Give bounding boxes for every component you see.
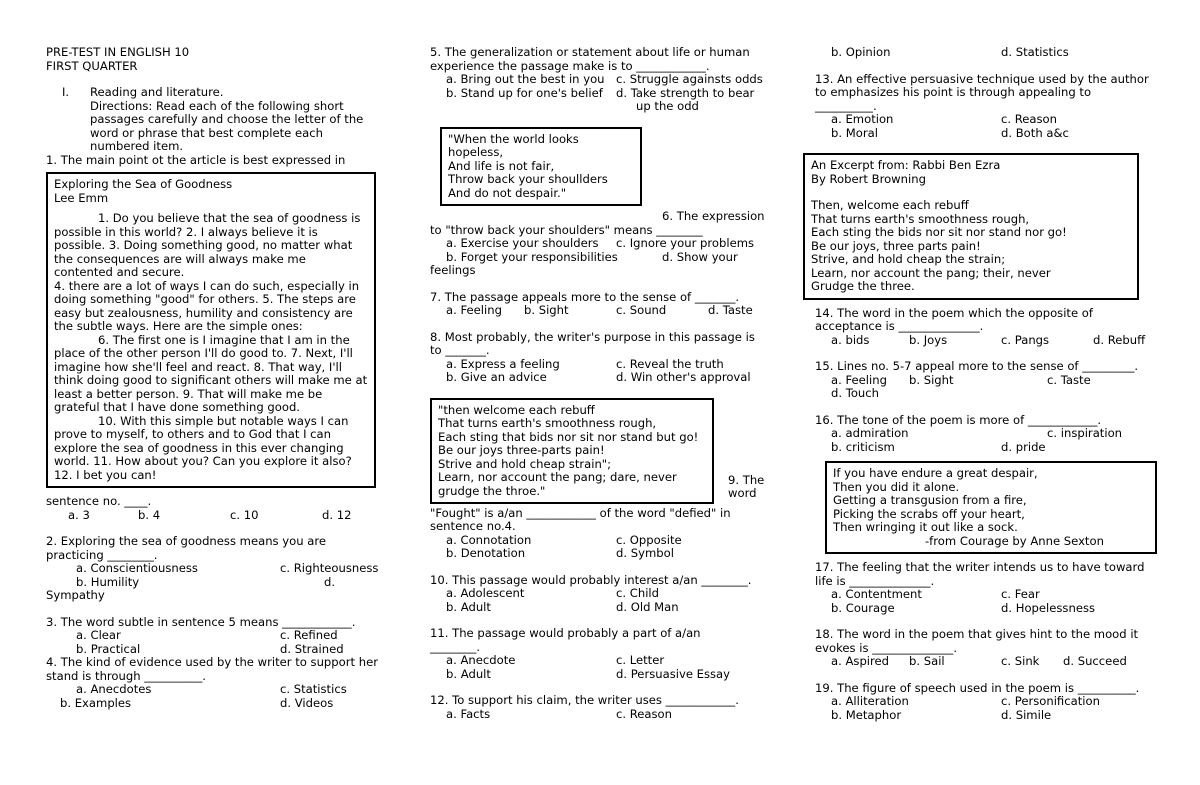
option: c. Sound [616,303,667,317]
option: b. Sail [909,654,945,668]
option: b. Joys [909,332,948,347]
question-11: 11. The passage would probably a part of a/an ________. [430,626,701,654]
option: a. bids [831,332,870,347]
option: c. Righteousness [280,561,379,575]
poem-box-sexton [825,461,1157,554]
option: c. Sink [1001,654,1040,668]
question-8: 8. Most probably, the writer's purpose in this passage is to _______. [430,329,755,357]
quote-line: Throw back your shoullders [448,172,608,186]
option: d. Simile [1001,707,1052,722]
option: d. Touch [831,386,880,400]
section-number: I. [62,85,70,99]
quote-box-1 [440,127,642,207]
poem-line: Be our joys, three parts pain! [811,238,981,253]
option: c. Taste [1047,372,1091,387]
option: a. Conscientiousness [76,561,198,575]
option: a. Connotation [446,532,532,547]
question-12-options [430,708,770,722]
question-5-options [430,73,770,87]
passage-title: Exploring the Sea of Goodness [54,177,233,191]
option: c. Reason [616,706,672,721]
question-1-continued: sentence no. ____. [46,494,152,508]
option: c. Pangs [1001,332,1050,347]
column-1 [46,46,378,710]
option: a. Facts [446,706,491,721]
question-9-start: 9. The [728,472,765,487]
question-6-options [430,237,770,251]
question-1: 1. The main point ot the article is best expressed in [46,152,346,167]
question-19-options-row-2 [815,709,1155,723]
question-16: 16. The tone of the poem is more of ____________. [815,412,1102,427]
quote-line: Strive and hold cheap strain"; [438,456,612,471]
option: a. Contentment [831,587,922,601]
poem-line: Learn, nor account the pang; their, never [811,265,1051,280]
poem-line: That turns earth's smoothness rough, [811,211,1030,226]
question-15: 15. Lines no. 5-7 appeal more to the sense of _________. [815,359,1139,373]
quote-line: grudge the throe." [438,483,546,498]
test-title: PRE-TEST IN ENGLISH 10 [46,45,190,59]
question-9: "Fought" is a/an ____________ of the word "defied" in sentence no.4. [430,505,731,533]
quote-line: hopeless, [448,145,504,159]
option-continued: up the odd [636,99,699,113]
option: a. 3 [68,507,90,522]
question-19: 19. The figure of speech used in the poem is __________. [815,680,1140,695]
passage-paragraph-3: 6. The first one is I imagine that I am in the place of the other person I'll do good to. 7. Next, I'll imagine how she'll feel and react. 8. That way, I'll think doing good to significant others will make me at least a better person. 9. That will make me be grateful that I have done something good. [54,332,368,414]
option: b. Metaphor [831,707,902,722]
option: b. Stand up for one's belief [446,85,603,100]
question-13-options [815,113,1155,127]
option: d. Symbol [616,546,674,560]
section-title: Reading and literature. [90,85,224,99]
question-5: 5. The generalization or statement about life or human experience the passage make is to ____________. [430,45,750,73]
option: d. [324,574,336,589]
option: c. Reveal the truth [616,356,724,371]
question-5-options-row-3 [430,100,770,114]
quote-area-2 [430,398,770,499]
quarter-label: FIRST QUARTER [46,58,138,73]
question-10-options-row-2 [430,601,770,615]
option: c. Reason [1001,112,1057,126]
option: d. 12 [322,507,352,522]
option: d. Strained [280,641,344,656]
question-19-options [815,695,1155,709]
section-heading [46,86,378,100]
question-1-options [46,509,378,523]
option: c. inspiration [1047,426,1123,440]
option-continued: Sympathy [46,588,105,602]
passage-paragraph-2: 4. there are a lot of ways I can do such, especially in doing something "good" for others. 5. The steps are easy but zealousness, humility and consistency are the subtle ways. Here are the simple ones: [54,278,360,333]
question-9-options-row-2 [430,547,770,561]
option: b. 4 [138,507,161,522]
question-9-options [430,534,770,548]
poem-line: Picking the scrabs off your heart, [833,506,1025,521]
option: b. Adult [446,666,491,681]
question-16-options-row-2 [815,441,1155,455]
question-8-options-row-2 [430,371,770,385]
question-9-word: word [728,485,757,500]
quote-line: And do not despair." [448,185,567,200]
option: d. Both a&c [1001,125,1069,140]
option: c. Personification [1001,694,1100,708]
option: d. Statistics [1001,45,1069,59]
option: b. Moral [831,125,878,140]
poem-line: Getting a transgusion from a fire, [833,493,1027,507]
option: a. Anecdotes [76,682,152,696]
question-10-options [430,587,770,601]
poem-line: Then, welcome each rebuff [811,198,969,212]
option: d. Show your [662,249,738,264]
option: b. Humility [76,574,140,589]
question-13: 13. An effective persuasive technique used by the author to emphasizes his point is through appealing to __________. [815,71,1149,113]
question-3: 3. The word subtle in sentence 5 means ____________. [46,614,356,629]
option: a. Feeling [446,303,502,317]
question-6-text: to "throw back your shoulders" means ________ [430,222,703,237]
question-8-options [430,358,770,372]
option: a. Alliteration [831,694,909,708]
option: d. Take strength to bear [616,85,755,100]
question-3-options [46,629,378,643]
question-18: 18. The word in the poem that gives hint to the mood it evokes is ______________. [815,627,1139,655]
question-15-options [815,374,1155,388]
column-3 [811,45,1155,722]
quote-line: Each sting that bids nor sit nor stand but go! [438,429,699,444]
question-6-options-row-2 [430,251,770,265]
option: b. Examples [60,695,132,710]
question-17-options-row-2 [815,602,1155,616]
question-6: 6. The expression [662,209,765,223]
option-continued: feelings [430,263,476,277]
option: c. Letter [616,653,665,667]
question-7: 7. The passage appeals more to the sense of _______. [430,289,740,304]
option: b. Opinion [831,45,891,59]
question-17-options [815,588,1155,602]
option: a. Anecdote [446,653,516,667]
option: a. Clear [76,628,121,642]
option: d. Old Man [616,599,679,614]
option: c. Statistics [280,682,347,696]
question-4: 4. The kind of evidence used by the writer to support her stand is through __________. [46,655,378,683]
option: a. Aspired [831,654,890,668]
question-12: 12. To support his claim, the writer uses ____________. [430,693,739,707]
option: b. Sight [909,372,954,387]
option: a. Bring out the best in you [446,72,605,86]
poem-line: Then wringing it out like a sock. [833,520,1018,534]
poem-line: Then you did it alone. [833,479,960,494]
quote-line: "When the world looks [448,131,579,146]
option: c. Struggle againsts odds [616,72,763,86]
option: b. Give an advice [446,370,547,384]
question-14-options [815,334,1155,348]
option: d. Videos [280,695,334,710]
poem-line: Each sting the bids nor sit nor stand nor go! [811,225,1067,239]
quote-line: "then welcome each rebuff [438,402,595,417]
option: c. 10 [230,507,259,522]
option: c. Refined [280,628,338,642]
option: a. Emotion [831,112,894,126]
option: c. Opposite [616,532,682,547]
quote-line: Be our joys three-parts pain! [438,443,605,457]
option: d. pride [1001,439,1046,454]
option: a. Express a feeling [446,356,560,371]
question-4-options-row-2 [46,697,378,711]
quote-box-2 [430,398,714,505]
option: b. Courage [831,600,895,615]
question-3-options-row-2 [46,643,378,657]
passage-paragraph-1: 1. Do you believe that the sea of goodness is possible in this world? 2. I always believe it is possible. 3. Doing something good, no matter what the consequences are will always make me contented and secure. [54,211,361,279]
question-16-options [815,427,1155,441]
question-5-options-row-2 [430,87,770,101]
option: c. Ignore your problems [616,236,755,250]
quote-line: And life is not fair, [448,158,555,173]
poem-box-browning [803,153,1139,300]
option: b. criticism [831,439,895,454]
question-10: 10. This passage would probably interest a/an ________. [430,572,752,587]
option: a. Adolescent [446,586,525,600]
option: a. Exercise your shoulders [446,236,599,250]
question-2-options-row-2 [46,576,378,590]
quote-line: That turns earth's smoothness rough, [438,416,657,430]
column-2 [430,46,770,721]
question-18-options [815,655,1155,669]
directions: Directions: Read each of the following short passages carefully and choose the letter of the word or phrase that best complete each numbered item. [90,98,364,153]
poem-line: If you have endure a great despair, [833,466,1038,480]
question-15-options-row-2 [815,387,1155,401]
option: d. Persuasive Essay [616,666,731,681]
poem-line: Strive, and hold cheap the strain; [811,252,1006,266]
option: d. Rebuff [1093,332,1146,347]
poem-title: An Excerpt from: Rabbi Ben Ezra [811,158,1001,172]
question-2-options [46,562,378,576]
question-14: 14. The word in the poem which the opposite of acceptance is ______________. [815,305,1093,333]
option: d. Hopelessness [1001,600,1096,615]
option: d. Taste [708,303,753,317]
question-12-options-row-2 [815,46,1155,60]
question-6-start [430,210,770,224]
question-11-options [430,654,770,668]
option: c. Child [616,586,659,600]
passage-box [46,172,376,488]
question-17: 17. The feeling that the writer intends us to have toward life is ______________. [815,560,1145,588]
poem-credit: -from Courage by Anne Sexton [925,533,1104,548]
option: d. Succeed [1063,654,1127,668]
question-11-options-row-2 [430,668,770,682]
option: b. Forget your responsibilities [446,249,618,264]
poem-author: By Robert Browning [811,171,926,186]
option: d. Win other's approval [616,370,751,384]
option: c. Fear [1001,587,1040,601]
quote-line: Learn, nor account the pang; dare, never [438,470,677,484]
option: b. Adult [446,599,491,614]
question-7-options [430,304,770,318]
question-4-options [46,683,378,697]
question-2: 2. Exploring the sea of goodness means you are practicing ________. [46,534,327,562]
option: b. Practical [76,641,141,656]
option: a. Feeling [831,372,887,387]
passage-paragraph-4: 10. With this simple but notable ways I can prove to myself, to others and to God that I can explore the sea of goodness in this ever changing world. 11. How about you? Can you explore it also? 12. I bet you can! [54,413,352,482]
passage-author: Lee Emm [54,190,109,205]
question-13-options-row-2 [815,127,1155,141]
option: a. admiration [831,426,909,440]
option: b. Sight [524,303,569,317]
poem-line: Grudge the three. [811,279,915,293]
option: b. Denotation [446,546,526,560]
